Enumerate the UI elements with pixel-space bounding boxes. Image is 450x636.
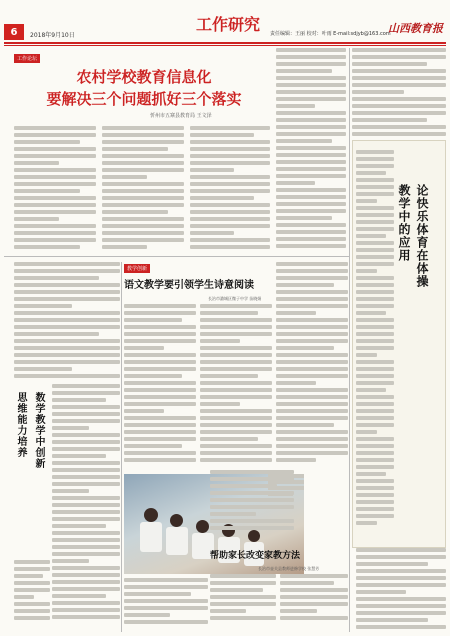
article5-body-col2 [210,574,276,632]
header-rule [4,42,446,44]
column-divider-left [121,262,122,632]
right-article-top-text [352,48,446,140]
article3-body-col [52,384,120,632]
lead-body-col2 [102,126,184,252]
article2-body-col2 [200,304,272,470]
article4-title-line1: 论快乐体育在体操 [415,184,429,288]
lead-body-col3 [190,126,270,252]
lead-body-col1 [14,126,96,252]
right-bottom-text [356,548,446,632]
article3-title-line1: 数学教学中创新 [33,392,44,469]
article3-title-line2: 思维能力培养 [15,392,26,458]
lead-kicker: 工作论坛 [14,54,40,63]
lead-headline-line1: 农村学校教育信息化 [76,68,212,86]
lead-body-col4 [276,48,346,252]
header-rule-thin [4,45,446,46]
article2-headline: 语文教学要引领学生诗意阅读 [124,280,254,291]
newspaper-logo: 山西教育报 [388,22,443,35]
article5-headline: 帮助家长改变家教方法 [210,551,301,561]
article2-body-col3 [276,262,348,470]
section-title: 工作研究 [196,15,261,34]
editor-contact: 责任编辑：王丽 校对：叶雨 E-mail:sdjyb@163.com [270,31,391,37]
lead-headline-line2: 要解决三个问题抓好三个落实 [46,90,242,108]
issue-date: 2018年9月10日 [30,32,75,39]
article3-body-col2 [14,560,50,632]
article2-kicker: 教学创新 [124,264,150,273]
article2-tail-text [210,470,294,544]
article5-body-col1 [124,578,208,632]
article4-body-col1 [356,150,394,540]
article2-byline: 长治市潞城区微子中学 苗晓娟 [208,296,262,301]
page-number-badge: 6 [4,24,24,40]
article5-byline: 长治市壶关县教师进修学校 张慧芳 [258,566,320,571]
lead-byline: 忻州市五寨县教育局 王文泽 [150,113,212,119]
lead-headline [14,66,274,110]
left-body-col [14,262,120,382]
article2-body-col1 [124,304,196,470]
article5-body-col3 [280,574,348,632]
section-divider [4,256,350,257]
article4-title-line2: 教学中的应用 [397,184,411,262]
column-divider-right [349,48,350,632]
